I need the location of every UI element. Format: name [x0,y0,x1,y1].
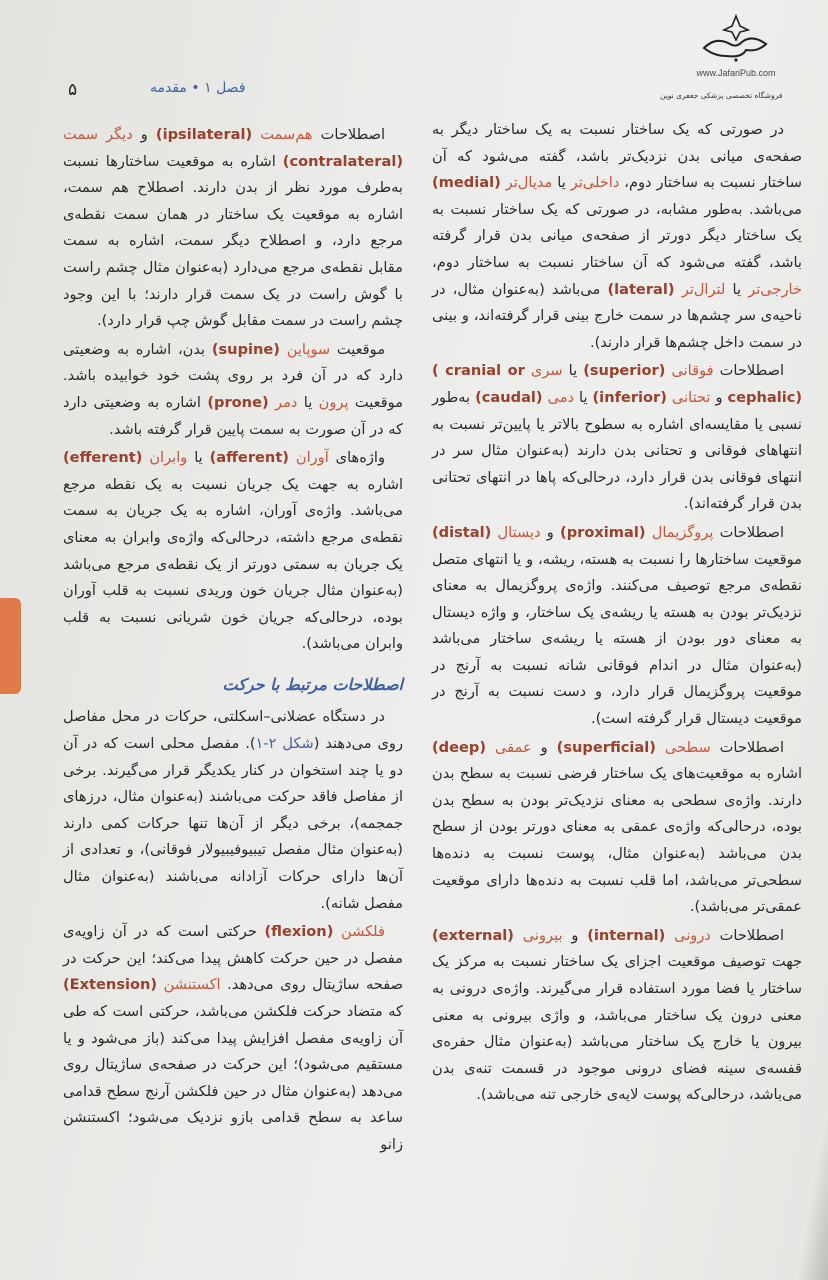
term-persian: سوپاین [286,340,331,358]
term-persian: پرون [318,393,349,411]
term-english: (lateral) [607,280,675,298]
term-persian: سطحی [664,738,711,756]
term-persian: خارجی‌تر [748,280,802,298]
term-english: (ipsilateral) [155,126,253,143]
term-english: (supine) [211,340,280,358]
term-english: (afferent) [209,449,289,467]
term-persian: آوران [295,449,329,467]
text-run: که متضاد حرکت فلکشن می‌باشد، حرکتی است که طی آن زاویه‌ی مفصل افزایش پیدا می‌کند (باز می‌شود و یا مستقیم می‌شود)؛ این حرکت در صفحه‌ی ساژیتال روی می‌دهد (به‌عنوان مثال در حین فلکشن آرنج سطح قدامی ساعد به سطح قدامی بازو نزدیک می‌شود؛ اکستنشن زانو [63,1003,403,1153]
text-run: در دستگاه عضلانی–اسکلتی، حرکات در محل مفاصل روی می‌دهند ( [63,708,403,753]
text-run: اصطلاحات [312,126,386,143]
text-run: اشاره به جهت یک جریان نسبت به یک نقطه مرجع می‌باشد. واژه‌ی آوران، اشاره به یک جریان به سمت نقطه‌ی مرجع داشته، درحالی‌که واژه‌ی وابران به معنای یک جریان به سمتی دورتر از یک نقطه‌ی مرجع می‌باشد (به‌عنوان مثال جریان خون وریدی نسبت به قلب آوران بوده، درحالی‌که جریان خون شریانی نسبت به قلب وابران می‌باشد). [63,475,403,653]
text-run: جهت توصیف موقعیت اجزای یک ساختار نسبت به مرکز یک ساختار یا فضا مورد استفاده قرار می‌گیرند. واژه‌ی درونی به معنی درون یک ساختار می‌باشد، و واژی بیرونی به معنی بیرون یا خارج یک ساختار می‌باشد (به‌عنوان مثال حفره‌ی قفسه‌ی سینه فضای درونی موجود در قسمت تنه‌ی بدن می‌باشد، درحالی‌که پوست لایه‌ی خارجی تنه می‌باشد). [432,953,802,1104]
term-persian: دمی [547,388,575,406]
figure-reference[interactable]: شکل ۲-۱ [255,735,314,753]
term-persian: دیستال [497,523,541,541]
text-run [289,449,296,466]
page-number: ۵ [68,80,78,100]
term-english: (distal) [432,523,492,541]
term-persian: تحتانی [671,388,711,406]
logo-subtitle: فروشگاه تخصصی پزشکی جعفری نوین [660,91,783,100]
paragraph [432,358,802,518]
paragraph [63,704,403,917]
term-english: (caudal) [475,388,543,406]
text-run: موقعیت ساختارها را نسبت به هسته، ریشه، و یا انتهای متصل نقطه‌ی مرجع توصیف می‌کنند. واژه‌ی پروگزیمال به معنای نزدیک‌تر بودن به هسته یا ریشه‌ی یک ساختار، و واژه دیستال به معنای دور بودن از هسته یا ریشه‌ی ساختار می‌باشد (به‌عنوان مثال در اندام فوقانی شانه نسبت به آرنج در موقعیت پروگزیمال قرار دارد، و دست نسبت به آرنج در موقعیت دیستال قرار گرفته است). [432,550,802,728]
text-run [656,739,665,756]
text-run: اصطلاحات [710,926,784,944]
term-english: (inferior) [592,388,667,406]
text-run: و [562,926,588,944]
text-run: و [132,126,156,143]
right-text-column [432,117,802,1111]
left-text-column [63,122,403,1161]
term-persian: درونی [674,926,711,944]
term-persian: دمر [275,393,298,411]
term-english: (proximal) [560,523,646,541]
text-run: و [531,738,557,756]
term-persian: فلکشن [341,923,385,941]
paragraph [432,735,802,921]
text-run: موقعیت [330,340,386,358]
term-persian: هم‌سمت [260,126,313,143]
term-english: (efferent) [63,449,143,467]
paragraph [63,122,403,335]
text-run [675,281,682,298]
text-run [252,126,260,143]
term-persian: لترال‌تر [681,280,726,298]
term-persian: اکستنشن [163,976,221,994]
text-run [280,341,287,358]
text-run: بدن، اشاره به وضعیتی دارد که در آن فرد بر روی پشت خود خوابیده باشد. موقعیت [63,340,404,411]
term-english: (superficial) [556,738,656,756]
text-run: به‌طور نسبی یا مقایسه‌ای اشاره به سطوح بالاتر یا پایین‌تر نسبت به انتهاهای فوقانی و تحتانی بدن دارند (به‌عنوان مثال سر در انتهای فوقانی بدن قرار دارد، درحالی‌که پاها در انتهای تحتانی بدن قرار گرفته‌اند). [432,388,802,513]
term-persian: سری [530,362,563,380]
text-run: اشاره به موقعیت ساختارها نسبت به‌طرف مورد نظر از بدن دارند. اصطلاح هم سمت، اشاره به موقعیت یک ساختار در همان سمت نقطه‌ی مرجع دارد، و اصطلاح دیگر سمت، اشاره به سمت مقابل نقطه‌ی مرجع می‌دارد (به‌عنوان مثال چشم راست با گوش راست در یک سمت قرار دارند؛ با این وجود چشم راست در سمت مقابل گوش چپ قرار دارد). [63,152,403,330]
text-run: اشاره به وضعیتی دارد که در آن صورت به سمت پایین قرار گرفته باشد. [63,393,403,438]
term-english: (medial) [432,174,501,192]
text-run [333,923,341,940]
term-persian: داخلی‌تر [570,174,620,192]
text-run [486,739,495,756]
term-persian: پروگزیمال [651,523,714,541]
term-persian: عمقی [495,738,532,756]
paragraph [63,445,403,658]
term-english: (superior) [583,362,666,380]
text-run: و [540,523,561,541]
text-run: حرکتی است که در آن زاویه‌ی مفصل در حین حرکت کاهش پیدا می‌کند؛ این حرکت در صفحه ساژیتال روی می‌دهد. [63,923,404,994]
text-run: یا [562,362,584,380]
text-run: اشاره به موقعیت‌های یک ساختار فرضی نسبت به سطح بدن دارند. واژه‌ی سطحی به معنای نزدیک‌تر بودن به سطح بدن بوده، درحالی‌که واژه‌ی عمقی به معنای دورتر بودن از سطح بدن می‌باشد (به‌عنوان مثال، پوست نسبت به دنده‌ها سطحی‌تر می‌باشد، اما قلب نسبت به دنده‌ها دارای موقعیت عمقی‌تر می‌باشد). [432,765,802,916]
text-run [665,927,674,944]
text-run: واژه‌های [328,449,386,467]
heading-text: اصطلاحات مرتبط با حرکت [222,674,403,694]
text-run: می‌باشد. به‌طور مشابه، در صورتی که یک ساختار نسبت به یک ساختار دیگر دورتر از صفحه‌ی میانی بدن قرار گرفته باشد، گفته می‌شود که آن ساختار نسبت به ساختار دوم، [432,200,802,271]
term-english: (deep) [432,738,487,756]
paragraph [432,520,802,733]
publisher-logo [686,14,786,78]
text-run: یا [187,449,210,467]
term-persian: بیرونی [522,926,563,944]
paragraph [432,923,802,1109]
term-persian: دیگر سمت [63,126,133,143]
term-persian: وابران [149,449,188,467]
paragraph [63,337,403,443]
text-run: یا [297,393,319,411]
section-heading [63,672,403,699]
term-english: (prone) [207,393,269,411]
logo-url: www.JafariPub.com [696,68,776,78]
text-run: یا [574,388,593,406]
term-persian: فوقانی [671,362,714,380]
text-run [514,927,523,944]
jafari-logo-icon [696,14,776,64]
text-run: یا [552,174,571,192]
text-run: اصطلاحات [713,523,785,541]
text-run: یا [725,280,749,298]
paragraph [63,919,403,1158]
term-english: (Extension) [63,976,158,994]
term-english: (flexion) [264,923,334,941]
term-english: (external) [432,926,514,944]
text-run: می‌باشد (به‌عنوان مثال، در ناحیه‌ی سر چشم‌ها در سمت خارج بینی قرار گرفته‌اند، و بینی در سمت داخل چشم‌ها قرار دارند). [432,280,802,351]
text-run: و [710,388,728,406]
term-english: ( cranial or cephalic) [432,362,803,406]
text-run: ). مفصل محلی است که در آن دو یا چند استخوان در کنار یکدیگر قرار می‌گیرند. برخی از مفاصل فاقد حرکت می‌باشند (به‌عنوان مثال، درزهای جمجمه)، برخی دیگر از آن‌ها تنها حرکات کمی دارند (به‌عنوان مثال مفصل تیبیوفیبیولار فوقانی)، و تعدادی از آن‌ها دارای حرکات آزادانه می‌باشند (به‌عنوان مثال مفصل شانه). [63,735,403,912]
text-run: در صورتی که یک ساختار نسبت به یک ساختار دیگر به صفحه‌ی میانی بدن نزدیک‌تر باشد، گفته می‌شود که آن ساختار نسبت به ساختار دوم، [432,121,803,192]
paragraph [432,117,802,356]
term-persian: مدیال‌تر [505,174,553,192]
chapter-thumb-tab [0,598,21,694]
text-run: اصطلاحات [713,362,785,380]
term-english: (contralateral) [282,152,403,170]
term-english: (internal) [587,926,666,944]
running-header-chapter: فصل ۱ • مقدمه [150,80,246,96]
text-run: اصطلاحات [710,738,785,756]
